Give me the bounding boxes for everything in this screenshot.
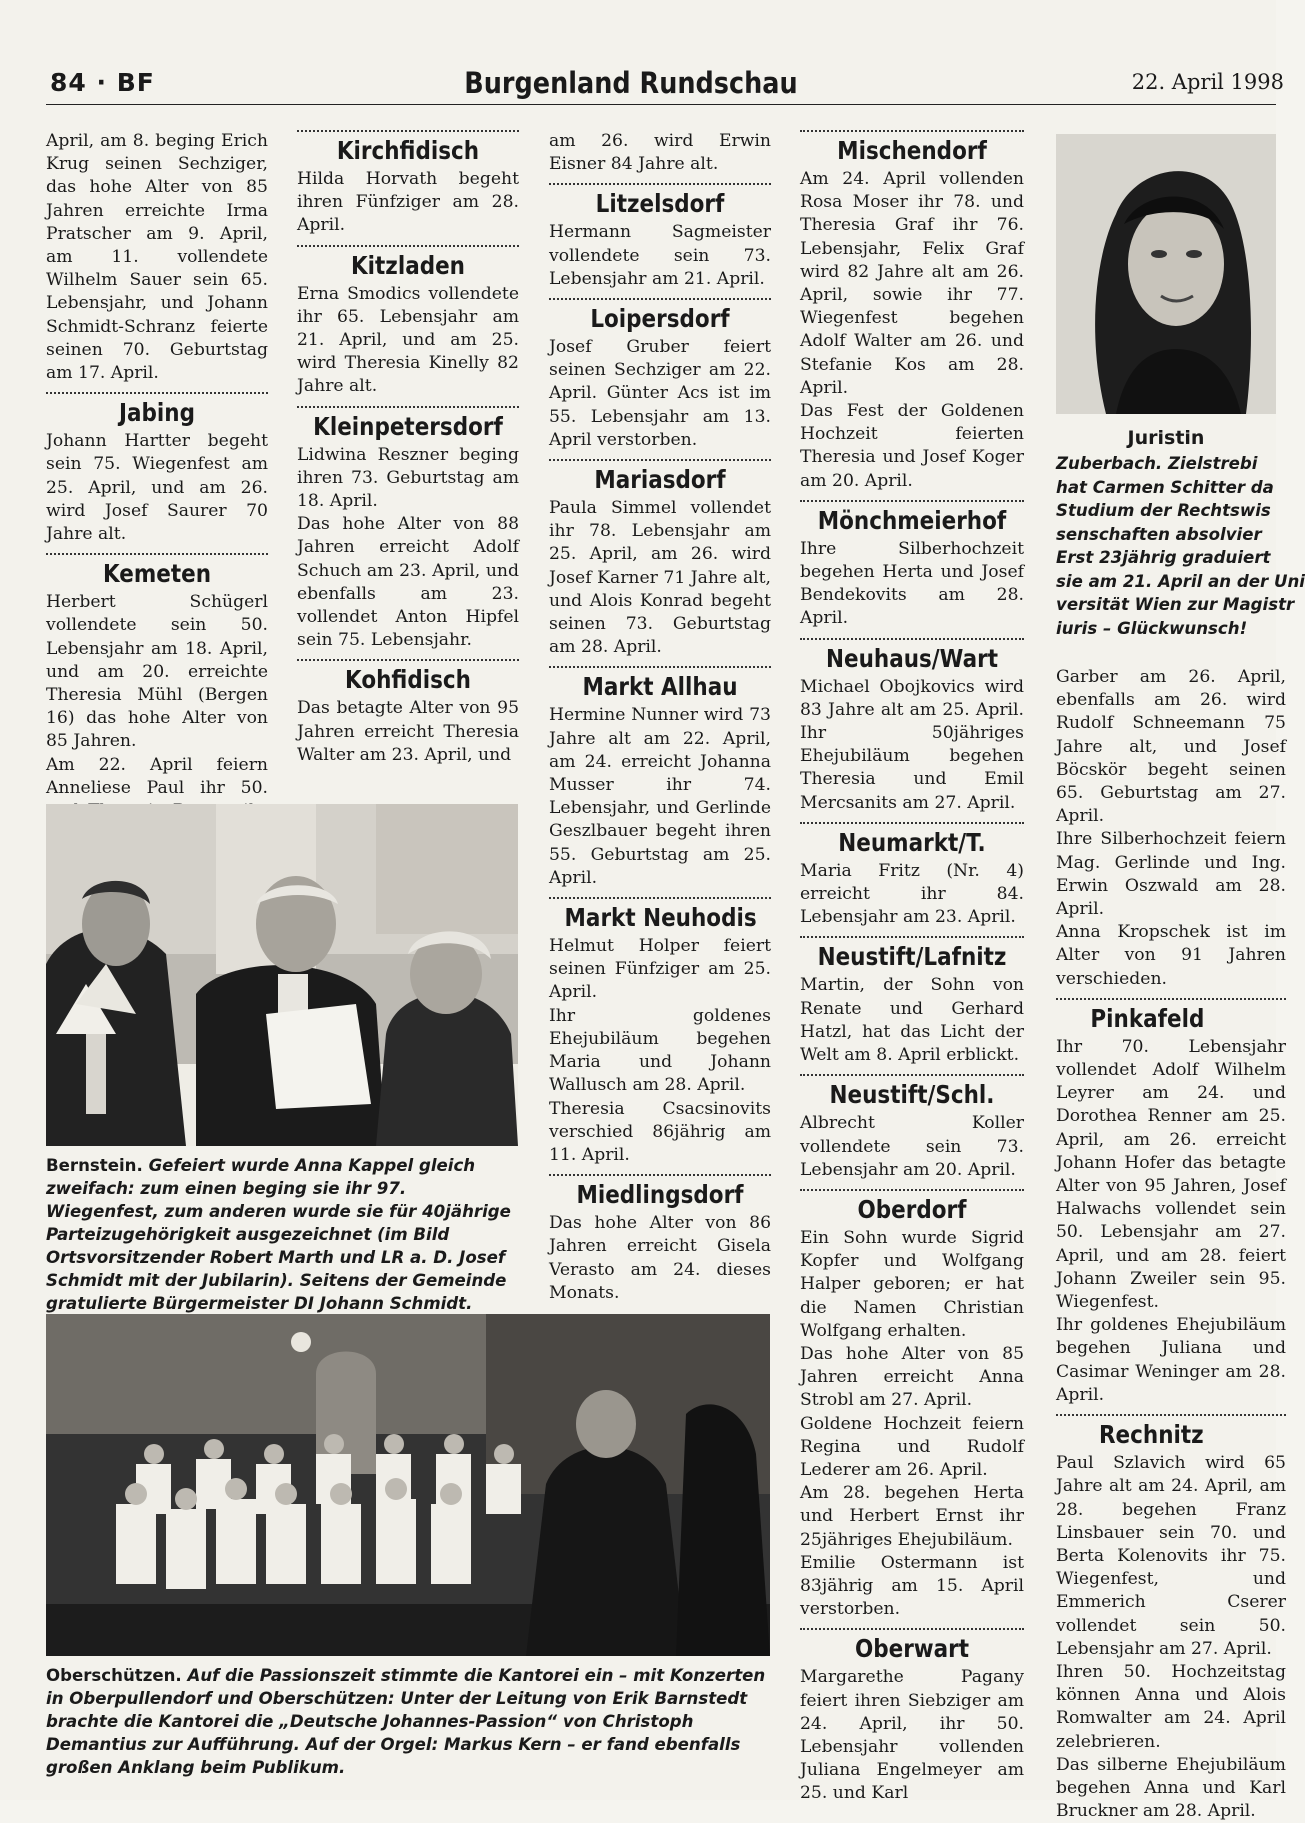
article-text: Herbert Schügerl vollendete sein 50. Lebensjahr am 18. April, und am 20. erreichte Theresia Mühl (Bergen 16) das hohe Alter von 85 Jahren. [46, 592, 268, 752]
article-text: Michael Obojkovics wird 83 Jahre alt am 25. April. Ihr 50jähriges Ehejubiläum begehen Theresia und Emil Mercsanits am 27. April. [800, 676, 1024, 813]
divider [297, 406, 519, 408]
section-heading: Kirchfidisch [336, 136, 480, 165]
caption-text: Auf die Passionszeit stimmte die Kantorei ein – mit Konzerten in Oberpullendorf und Oberschützen: Unter der Leitung von Erik Barnstedt brachte die Kantorei die „Deutsche Johannes-Passion“ von Christoph Demantius zur Aufführung. Auf der Orgel: Markus Kern – er fand ebenfalls großen Anklang beim Publikum. [46, 1666, 766, 1777]
divider [800, 500, 1024, 502]
caption-line: Zuberbach. Zielstrebi [1056, 454, 1258, 473]
article-text: am 26. wird Erwin Eisner 84 Jahre alt. [549, 131, 771, 175]
section-heading: Oberdorf [857, 1194, 967, 1224]
portrait-caption [1056, 424, 1305, 652]
divider [297, 245, 519, 247]
caption-line: Studium der Rechtswis [1056, 501, 1271, 520]
section-heading: Miedlingsdorf [576, 1180, 744, 1210]
column-1 [46, 130, 268, 798]
caption-line: Erst 23jährig graduiert [1056, 548, 1271, 567]
caption-line: iuris – Glückwunsch! [1056, 618, 1248, 638]
divider [549, 298, 771, 300]
article-text: Ihren 50. Hochzeitstag können Anna und Alois Romwalter am 24. April zelebrieren. [1056, 1661, 1286, 1752]
article-text: Garber am 26. April, ebenfalls am 26. wird Rudolf Schneemann 75 Jahre alt, und Josef Böcskör begeht seinen 65. Geburtstag am 27. April. [1056, 667, 1286, 827]
divider [800, 936, 1024, 938]
section-heading: Markt Allhau [582, 672, 738, 702]
section-heading: Kohfidisch [345, 665, 471, 695]
caption-text: Gefeiert wurde Anna Kappel gleich zweifach: zum einen beging sie ihr 97. Wiegenfest, zum anderen wurde sie für 40jährige Parteizugehörigkeit ausgezeichnet (im Bild Ortsvorsitzender Robert Marth und LR a. D. Josef Schmidt mit der Jubilarin). Seitens der Gemeinde gratulierte Bürgermeister DI Johann Schmidt. [46, 1156, 511, 1313]
article-text: Helmut Holper feiert seinen Fünfziger am 25. April. [549, 936, 771, 1003]
caption-place: Oberschützen. [46, 1666, 182, 1685]
section-heading: Rechnitz [1099, 1420, 1204, 1450]
article-text: Hermine Nunner wird 73 Jahre alt am 22. April, am 24. erreicht Johanna Musser ihr 74. Lebensjahr, und Gerlinde Geszlbauer begeht ihren 55. Geburtstag am 25. April. [549, 705, 771, 888]
article-text: Ein Sohn wurde Sigrid Kopfer und Wolfgang Halper geboren; er hat die Namen Christian Wolfgang erhalten. [800, 1227, 1024, 1341]
divider [549, 1174, 771, 1176]
section-heading: Pinkafeld [1090, 1003, 1205, 1033]
article-text: Martin, der Sohn von Renate und Gerhard Hatzl, hat das Licht der Welt am 8. April erblickt. [800, 975, 1024, 1066]
section-heading: Mönchmeierhof [817, 505, 1007, 535]
article-text: Erna Smodics vollendete ihr 65. Lebensjahr am 21. April, und am 25. wird Theresia Kinelly 82 Jahre alt. [297, 283, 519, 397]
divider [297, 130, 519, 132]
portrait-photo [1056, 134, 1276, 414]
divider [800, 822, 1024, 824]
article-text: Anna Kropschek ist im Alter von 91 Jahren verschieden. [1056, 922, 1286, 989]
divider [46, 392, 268, 394]
article-text: April, am 8. beging Erich Krug seinen Sechziger, das hohe Alter von 85 Jahren erreichte Irma Pratscher am 9. April, am 11. vollendete Wilhelm Sauer sein 65. Lebensjahr, und Johann Schmidt-Schranz feierte seinen 70. Geburtstag am 17. April. [46, 131, 268, 384]
caption-place: Bernstein. [46, 1156, 143, 1175]
article-text: Das hohe Alter von 85 Jahren erreicht Anna Strobl am 27. April. [800, 1343, 1024, 1411]
caption-line: sie am 21. April an der Uni [1056, 571, 1305, 591]
choir-photo [46, 1314, 770, 1656]
column-4 [800, 130, 1024, 1804]
article-text: Das betagte Alter von 95 Jahren erreicht Theresia Walter am 23. April, und [297, 698, 519, 765]
section-heading: Mischendorf [837, 136, 987, 165]
article-text: Maria Fritz (Nr. 4) erreicht ihr 84. Lebensjahr am 23. April. [800, 860, 1024, 928]
issue-date: 22. April 1998 [1131, 70, 1284, 94]
article-text: Das hohe Alter von 86 Jahren erreicht Gisela Verasto am 24. dieses Monats. [549, 1213, 771, 1303]
section-heading: Kleinpetersdorf [313, 411, 503, 441]
divider [549, 666, 771, 668]
article-text: Ihre Silberhochzeit begehen Herta und Josef Bendekovits am 28. April. [800, 538, 1024, 629]
divider [800, 1189, 1024, 1191]
article-text: Das silberne Ehejubiläum begehen Anna und Karl Bruckner am 28. April. [1056, 1754, 1286, 1822]
article-text: Paula Simmel vollendet ihr 78. Lebensjahr am 25. April, am 26. wird Josef Karner 71 Jahre alt, und Alois Konrad begeht seinen 73. Geburtstag am 28. April. [549, 498, 771, 658]
article-text: Am 28. begehen Herta und Herbert Ernst ihr 25jähriges Ehejubiläum. [800, 1483, 1024, 1550]
article-text: Emilie Ostermann ist 83jährig am 15. April verstorben. [800, 1552, 1024, 1620]
column-3 [549, 130, 771, 1310]
article-text: Lidwina Reszner beging ihren 73. Geburtstag am 18. April. [297, 444, 519, 512]
article-text: Ihre Silberhochzeit feiern Mag. Gerlinde und Ing. Erwin Oszwald am 28. April. [1056, 829, 1286, 920]
section-heading: Mariasdorf [594, 465, 726, 495]
column-2 [297, 130, 519, 790]
portrait-woman-image [1056, 134, 1276, 414]
article-text: Josef Gruber feiert seinen Sechziger am 22. April. Günter Acs ist im 55. Lebensjahr am 13. April verstorben. [549, 337, 771, 450]
article-text: Hilda Horvath begeht ihren Fünfziger am 28. April. [297, 169, 519, 236]
divider [800, 130, 1024, 132]
caption-line: hat Carmen Schitter da [1056, 477, 1274, 497]
bernstein-photo [46, 804, 518, 1146]
article-text: Ihr 70. Lebensjahr vollendet Adolf Wilhelm Leyrer am 24. und Dorothea Renner am 25. April, am 26. erreicht Johann Hofer das betagte Alter von 95 Jahren, Josef Halwachs vollendet sein 50. Lebensjahr am 27. April, und am 28. feiert Johann Zweiler sein 95. Wiegenfest. [1056, 1036, 1286, 1313]
award-ceremony-image [46, 804, 518, 1146]
section-heading: Neustift/Schl. [829, 1080, 995, 1110]
divider [800, 638, 1024, 640]
article-text: Albrecht Koller vollendete sein 73. Lebensjahr am 20. April. [800, 1113, 1024, 1180]
section-heading: Litzelsdorf [595, 189, 725, 219]
article-text: Ihr goldenes Ehejubiläum begehen Maria und Johann Wallusch am 28. April. [549, 1005, 771, 1096]
article-text: Am 24. April vollenden Rosa Moser ihr 78. und Theresia Graf ihr 76. Lebensjahr, Felix Graf wird 82 Jahre alt am 26. April, sowie ihr 77. Wiegenfest begehen Adolf Walter am 26. und Stefanie Kos am 28. April. [800, 169, 1024, 398]
section-heading: Oberwart [854, 1634, 970, 1664]
section-heading: Neumarkt/T. [838, 827, 986, 857]
divider [549, 459, 771, 461]
divider [1056, 998, 1286, 1000]
article-text: Theresia Csacsinovits verschied 86jährig am 11. April. [549, 1098, 771, 1165]
divider [800, 1074, 1024, 1076]
article-text: Goldene Hochzeit feiern Regina und Rudolf Lederer am 26. April. [800, 1413, 1024, 1480]
divider [549, 897, 771, 899]
section-heading: Jabing [119, 398, 195, 428]
divider [800, 1628, 1024, 1630]
caption-line: versität Wien zur Magistr [1056, 595, 1295, 614]
page-header [46, 66, 1284, 105]
article-text: Margarethe Pagany feiert ihren Siebziger am 24. April, ihr 50. Lebensjahr vollenden Juliana Engelmeyer am 25. und Karl [800, 1667, 1024, 1804]
bernstein-caption [46, 1154, 518, 1315]
article-text: Johann Hartter begeht sein 75. Wiegenfest am 25. April, und am 26. wird Josef Saurer 70 Jahre alt. [46, 431, 268, 545]
article-text: Am 22. April feiern Anneliese Paul ihr 50. [46, 754, 268, 798]
section-heading: Kemeten [102, 559, 212, 589]
caption-line: senschaften absolvier [1056, 524, 1262, 544]
page-number: 84 · BF [50, 68, 155, 97]
article-text: Paul Szlavich wird 65 Jahre alt am 24. April, am 28. begehen Franz Linsbauer sein 70. und Berta Kolenovits ihr 75. Wiegenfest, und Emmerich Cserer vollendet sein 50. Lebensjahr am 27. April. [1056, 1453, 1286, 1659]
section-heading: Neustift/Lafnitz [817, 942, 1007, 972]
article-text: Das Fest der Goldenen Hochzeit feierten Theresia und Josef Koger am 20. April. [800, 401, 1024, 491]
column-5 [1056, 666, 1286, 1822]
oberschuetzen-caption [46, 1664, 770, 1779]
article-text: Hermann Sagmeister vollendete sein 73. Lebensjahr am 21. April. [549, 222, 771, 289]
article-text: Ihr goldenes Ehejubiläum begehen Juliana und Casimar Weninger am 28. April. [1056, 1315, 1286, 1405]
divider [549, 183, 771, 185]
newspaper-title: Burgenland Rundschau [464, 66, 798, 100]
section-heading: Loipersdorf [590, 304, 730, 334]
section-heading: Neuhaus/Wart [826, 643, 998, 673]
caption-kicker: Juristin [1127, 427, 1205, 449]
section-heading: Markt Neuhodis [564, 903, 757, 933]
divider [1056, 1414, 1286, 1416]
divider [297, 659, 519, 661]
article-text: Das hohe Alter von 88 Jahren erreicht Adolf Schuch am 23. April, und ebenfalls am 23. vollendet Anton Hipfel sein 75. Lebensjahr. [297, 514, 519, 651]
choir-concert-image [46, 1314, 770, 1656]
divider [46, 553, 268, 555]
section-heading: Kitzladen [350, 250, 465, 280]
